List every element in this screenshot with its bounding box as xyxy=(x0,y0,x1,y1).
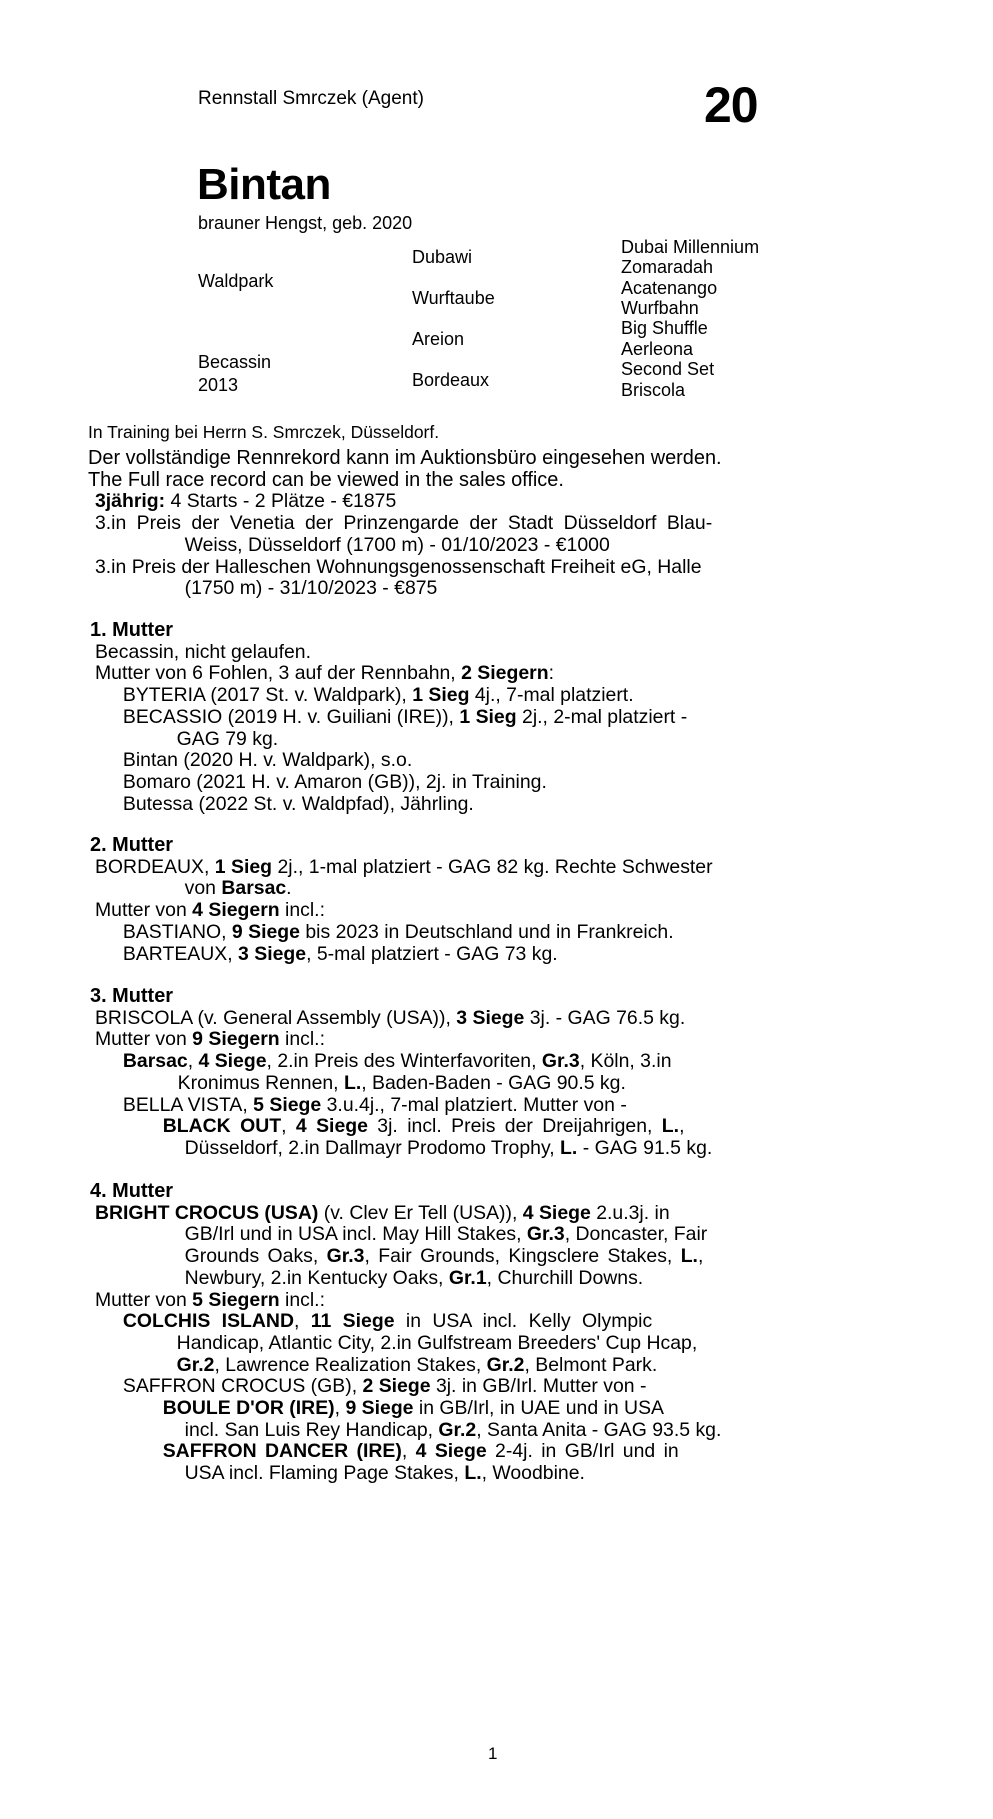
text: BORDEAUX, xyxy=(94,855,215,878)
text: BECASSIO (2019 H. v. Guiliani (IRE)), xyxy=(122,705,460,728)
text: - GAG 91.5 kg. xyxy=(577,1136,713,1159)
text-bold: L. xyxy=(661,1115,680,1138)
placing-line: 3.in Preis der Halleschen Wohnungsgenossenschaft Freiheit eG, Halle xyxy=(94,555,702,578)
dam3-heading: 3. Mutter xyxy=(89,985,174,1007)
text: 3j. - GAG 76.5 kg. xyxy=(524,1006,686,1029)
training-info: In Training bei Herrn S. Smrczek, Düsseldorf. xyxy=(88,422,440,442)
text: , Santa Anita - GAG 93.5 kg. xyxy=(476,1418,722,1441)
dam2-line xyxy=(88,900,905,922)
text: , Baden-Baden - GAG 90.5 kg. xyxy=(361,1071,626,1094)
consignor: Rennstall Smrczek (Agent) xyxy=(198,88,424,109)
placing-line: 3.in Preis der Venetia der Prinzengarde der Stadt Düsseldorf Blau- xyxy=(94,512,713,535)
text-bold: 3 Siege xyxy=(238,942,307,965)
text-bold: 4 Siege xyxy=(295,1115,368,1138)
text-bold: 2 Siege xyxy=(362,1375,431,1398)
foal-becassio xyxy=(88,707,905,729)
text: , xyxy=(281,1115,296,1138)
pedigree-great-grandparent: Zomaradah xyxy=(621,257,714,277)
text: BRISCOLA (v. General Assembly (USA)), xyxy=(94,1006,457,1029)
text: , Fair Grounds, Kingsclere Stakes, xyxy=(364,1245,681,1268)
dam3-line xyxy=(88,1138,905,1160)
page-number: 1 xyxy=(488,1744,498,1763)
text: , xyxy=(293,1310,311,1333)
text-bold: Gr.3 xyxy=(541,1050,580,1073)
text: BARTEAUX, xyxy=(122,942,239,965)
text: BYTERIA (2017 St. v. Waldpark), xyxy=(122,684,413,707)
lot-number: 20 xyxy=(704,77,758,133)
dam4-line xyxy=(88,1376,905,1398)
text: , Lawrence Realization Stakes, xyxy=(214,1353,487,1376)
pedigree-great-grandparent: Big Shuffle xyxy=(621,318,708,338)
dam1-intro: Becassin, nicht gelaufen. xyxy=(94,640,311,663)
text: SAFFRON CROCUS (GB), xyxy=(122,1375,363,1398)
text-bold: 11 Siege xyxy=(310,1310,395,1333)
dam4-section xyxy=(88,1181,908,1485)
dam4-line xyxy=(88,1398,905,1420)
text-bold: 9 Siege xyxy=(345,1397,414,1420)
dam2-heading: 2. Mutter xyxy=(89,834,174,856)
horse-name: Bintan xyxy=(197,160,331,209)
text-bold: 2 Siegern xyxy=(461,662,549,685)
text: Grounds Oaks, xyxy=(184,1245,327,1268)
text-bold: 4 Siege xyxy=(198,1050,267,1073)
text: Mutter von xyxy=(94,899,193,922)
pedigree-grandparent: Dubawi xyxy=(412,247,473,267)
text: , xyxy=(679,1115,685,1138)
text-bold: Gr.3 xyxy=(326,1245,365,1268)
text-bold: Gr.2 xyxy=(486,1353,525,1376)
text: , Woodbine. xyxy=(481,1462,585,1485)
text-bold: Barsac xyxy=(221,877,287,900)
pedigree-great-grandparent: Wurfbahn xyxy=(621,298,699,318)
dam4-heading: 4. Mutter xyxy=(89,1180,174,1202)
text: Kronimus Rennen, xyxy=(177,1071,344,1094)
text: , Doncaster, Fair xyxy=(564,1223,708,1246)
text-bold: 5 Siegern xyxy=(192,1288,280,1311)
dam2-line xyxy=(88,944,905,966)
placing-line: Weiss, Düsseldorf (1700 m) - 01/10/2023 - €1000 xyxy=(184,533,610,556)
text: incl.: xyxy=(279,1288,325,1311)
dam3-section xyxy=(88,986,908,1160)
text: Mutter von xyxy=(94,1288,193,1311)
dam2-line xyxy=(88,922,905,944)
pedigree-great-grandparent: Aerleona xyxy=(621,339,694,359)
text: , xyxy=(401,1440,416,1463)
text: Newbury, 2.in Kentucky Oaks, xyxy=(184,1266,449,1289)
dam4-line xyxy=(88,1203,905,1225)
text: USA incl. Flaming Page Stakes, xyxy=(184,1462,465,1485)
text: Mutter von 6 Fohlen, 3 auf der Rennbahn, xyxy=(94,662,462,685)
text-bold: 3 Siege xyxy=(456,1006,525,1029)
race-record-section xyxy=(88,448,908,600)
text: BELLA VISTA, xyxy=(122,1093,254,1116)
text-bold: 4 Siegern xyxy=(192,899,280,922)
text: in GB/Irl, in UAE und in USA xyxy=(413,1397,665,1420)
pedigree-great-grandparent: Acatenango xyxy=(621,278,718,298)
text: Mutter von xyxy=(94,1028,193,1051)
text-bold: Gr.2 xyxy=(176,1353,215,1376)
text-bold: BOULE D'OR (IRE) xyxy=(162,1397,335,1420)
dam3-line xyxy=(88,1073,905,1095)
dam4-line xyxy=(88,1311,905,1333)
pedigree-great-grandparent: Second Set xyxy=(621,359,715,379)
text: 2j., 2-mal platziert - xyxy=(516,705,688,728)
text: , xyxy=(187,1050,199,1073)
text-bold: 9 Siege xyxy=(231,920,300,943)
text: , Köln, 3.in xyxy=(579,1050,672,1073)
text-bold: L. xyxy=(680,1245,698,1268)
foal-bintan: Bintan (2020 H. v. Waldpark), s.o. xyxy=(122,749,413,772)
dam4-line xyxy=(88,1246,905,1268)
text: , xyxy=(697,1245,704,1268)
dam3-line xyxy=(88,1116,905,1138)
text-bold: 4 Siege xyxy=(415,1440,487,1463)
horse-description: brauner Hengst, geb. 2020 xyxy=(198,213,413,233)
dam4-line: Handicap, Atlantic City, 2.in Gulfstream Breeders' Cup Hcap, xyxy=(176,1331,698,1354)
dam4-line xyxy=(88,1463,905,1485)
pedigree-dam-year: 2013 xyxy=(198,375,239,395)
text: BASTIANO, xyxy=(122,920,232,943)
text-bold: 1 Sieg xyxy=(214,855,273,878)
dam3-line xyxy=(88,1095,905,1117)
dam2-section xyxy=(88,835,908,965)
dam4-line xyxy=(88,1224,905,1246)
text-bold: L. xyxy=(464,1462,482,1485)
text: 3j. incl. Preis der Dreijahrigen, xyxy=(367,1115,662,1138)
pedigree-grandparent: Bordeaux xyxy=(412,370,490,390)
text: GB/Irl und in USA incl. May Hill Stakes, xyxy=(184,1223,527,1246)
race-summary: 4 Starts - 2 Plätze - €1875 xyxy=(165,490,397,513)
dam1-produce xyxy=(88,663,905,685)
text: 2.u.3j. in xyxy=(590,1201,670,1224)
text-bold: 4 Siege xyxy=(522,1201,591,1224)
pedigree-sire: Waldpark xyxy=(198,271,274,291)
dam4-line xyxy=(88,1420,905,1442)
foal-butessa: Butessa (2022 St. v. Waldpfad), Jährling. xyxy=(122,792,474,815)
text: 2-4j. in GB/Irl und in xyxy=(486,1440,679,1463)
text-bold: Gr.1 xyxy=(448,1266,487,1289)
text: Düsseldorf, 2.in Dallmayr Prodomo Trophy, xyxy=(184,1136,561,1159)
text-bold: Barsac xyxy=(122,1050,188,1073)
text: in USA incl. Kelly Olympic xyxy=(394,1310,653,1333)
race-record-summary xyxy=(88,491,905,513)
text: , 2.in Preis des Winterfavoriten, xyxy=(266,1050,542,1073)
pedigree-dam: Becassin xyxy=(198,352,272,372)
dam3-line xyxy=(88,1051,905,1073)
text-bold: BRIGHT CROCUS (USA) xyxy=(94,1201,319,1224)
foal-becassio-cont: GAG 79 kg. xyxy=(176,727,279,750)
text-bold: 1 Sieg xyxy=(459,705,517,728)
foal-byteria xyxy=(88,685,905,707)
text: incl.: xyxy=(279,899,325,922)
dam1-section xyxy=(88,620,908,815)
text: 4j., 7-mal platziert. xyxy=(469,684,634,707)
text: 3j. in GB/Irl. Mutter von - xyxy=(430,1375,647,1398)
dam4-line xyxy=(88,1441,905,1463)
text: incl.: xyxy=(279,1028,325,1051)
text-bold: 5 Siege xyxy=(253,1093,322,1116)
text: , Churchill Downs. xyxy=(486,1266,644,1289)
dam4-line xyxy=(88,1355,905,1377)
foal-bomaro: Bomaro (2021 H. v. Amaron (GB)), 2j. in Training. xyxy=(122,770,547,793)
text: 3.u.4j., 7-mal platziert. Mutter von - xyxy=(321,1093,627,1116)
pedigree-grandparent: Areion xyxy=(412,329,465,349)
text: (v. Clev Er Tell (USA)), xyxy=(318,1201,523,1224)
dam4-line xyxy=(88,1290,905,1312)
text: bis 2023 in Deutschland und in Frankreich. xyxy=(299,920,674,943)
text: von xyxy=(184,877,222,900)
text: , xyxy=(334,1397,346,1420)
dam3-line xyxy=(88,1029,905,1051)
dam1-heading: 1. Mutter xyxy=(89,619,174,641)
text-bold: L. xyxy=(343,1071,362,1094)
pedigree-grandparent: Wurftaube xyxy=(412,288,495,308)
text: incl. San Luis Rey Handicap, xyxy=(184,1418,439,1441)
text-bold: COLCHIS ISLAND xyxy=(122,1310,294,1333)
text-bold: L. xyxy=(560,1136,578,1159)
text: . xyxy=(286,877,292,900)
text-bold: Gr.3 xyxy=(526,1223,565,1246)
text: , Belmont Park. xyxy=(524,1353,658,1376)
text-bold: SAFFRON DANCER (IRE) xyxy=(162,1440,402,1463)
dam3-line xyxy=(88,1008,905,1030)
text-bold: BLACK OUT xyxy=(162,1115,282,1138)
dam2-line xyxy=(88,857,905,879)
text: : xyxy=(548,662,554,685)
text-bold: 9 Siegern xyxy=(192,1028,280,1051)
pedigree-great-grandparent: Briscola xyxy=(621,380,686,400)
text-bold: 1 Sieg xyxy=(412,684,470,707)
text-bold: Gr.2 xyxy=(438,1418,477,1441)
dam4-line xyxy=(88,1268,905,1290)
placing-line: (1750 m) - 31/10/2023 - €875 xyxy=(184,577,438,600)
text: 2j., 1-mal platziert - GAG 82 kg. Rechte Schwester xyxy=(272,855,713,878)
record-note-de: Der vollständige Rennrekord kann im Auktionsbüro eingesehen werden. xyxy=(88,447,722,469)
pedigree-great-grandparent: Dubai Millennium xyxy=(621,237,760,257)
text: , 5-mal platziert - GAG 73 kg. xyxy=(306,942,558,965)
record-note-en: The Full race record can be viewed in the sales office. xyxy=(88,468,564,491)
age-label: 3jährig: xyxy=(94,490,166,513)
dam2-line xyxy=(88,878,905,900)
